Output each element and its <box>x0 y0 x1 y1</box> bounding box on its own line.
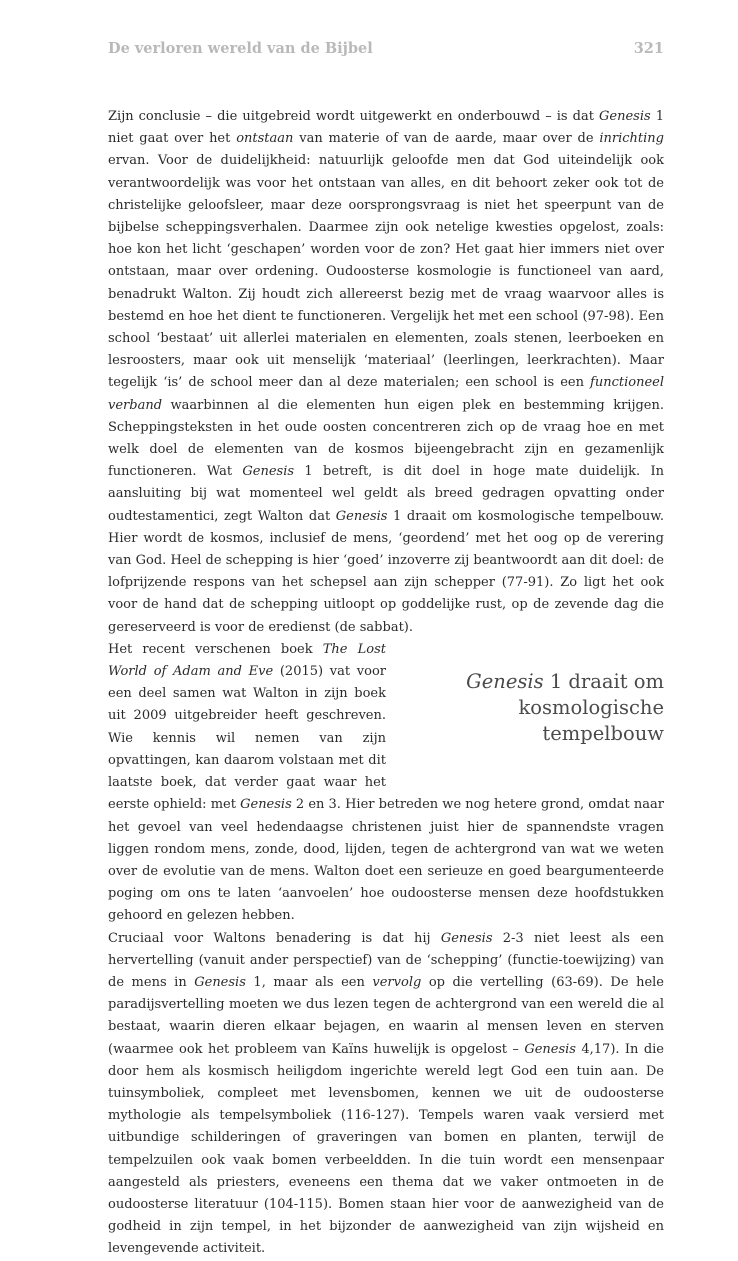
italic-run: ontstaan <box>236 131 294 147</box>
italic-run: inrichting <box>599 131 664 147</box>
italic-run: Genesis <box>599 109 651 124</box>
text-run: 1 draait om kosmologische tempelbouw. Hier wordt de kosmos, inclusief de mens, ‘geordend’ met het oog op de verering van God. Heel de schepping is hier ‘goed’ inzoverre zij beantwoordt aan dit doel: de lofprijzende respons van het schepsel aan zijn schepper (77-91). Zo ligt het ook voor de hand dat de schepping uitloopt op goddelijke rust, op de zevende dag die gereserveerd is voor de eredienst (de sabbat). <box>108 508 664 635</box>
text-run: op die vertelling (63-69). De hele paradijsvertelling moeten we dus lezen tegen de achtergrond van een wereld die al bestaat, waarin dieren elkaar bejagen, en waarin al mensen leven en sterven (waarmee ook het probleem van Kaïns huwelijk is opgelost – <box>108 974 664 1057</box>
pull-quote-line-1 <box>396 669 664 695</box>
italic-run: functioneel verband <box>108 375 664 413</box>
pull-quote <box>396 645 664 779</box>
text-run: 1, maar als een <box>245 974 373 990</box>
pull-quote-rest: 1 draait om <box>543 669 664 693</box>
text-run: (2015) vat voor een deel samen wat Walton in zijn boek uit 2009 uitgebreider heeft geschreven. Wie kennis wil nemen van zijn opvattingen, kan daarom volstaan met dit laatste boek, dat verder gaat waar het eerste ophield: met <box>108 664 387 813</box>
text-run: ervan. Voor de duidelijkheid: natuurlijk geloofde men dat God uiteindelijk ook verantwoordelijk was voor het ontstaan van alles, en dit behoort zeker ook tot de christelijke geloofsleer, maar deze oorsprongsvraag is niet het speerpunt van de bijbelse scheppingsverhalen. Daarmee zijn ook netelige kwesties opgelost, zoals: hoe kon het licht ‘geschapen’ worden voor de zon? Het gaat hier immers niet over ontstaan, maar over ordening. Oudoosterse kosmologie is functioneel van aard, benadrukt Walton. Zij houdt zich allereerst bezig met de vraag waarvoor alles is bestemd en hoe het dient te functioneren. Vergelijk het met een school (97-98). Een school ‘bestaat’ uit allerlei materialen en elementen, zoals stenen, leerboeken en lesroosters, maar ook uit menselijk ‘materiaal’ (leerlingen, leerkrachten). Maar tegelijk ‘is’ de school meer dan al deze materialen; een school is een <box>108 153 664 391</box>
pull-quote-italic: Genesis <box>466 669 544 693</box>
text-run: Zijn conclusie – die uitgebreid wordt uitgewerkt en onderbouwd – is dat <box>108 109 600 124</box>
italic-run: Genesis <box>524 1041 576 1057</box>
text-run: 1 niet gaat over het <box>108 109 665 147</box>
text-run: 2-3 niet leest als een hervertelling (vanuit ander perspectief) van de ‘schepping’ (functie-toewijzing) van de mens in <box>108 930 664 990</box>
italic-run: Genesis <box>335 508 388 524</box>
body-text <box>108 106 664 1261</box>
italic-run: Genesis <box>242 464 295 480</box>
italic-run: Genesis <box>194 974 246 990</box>
italic-run: Genesis <box>240 797 292 813</box>
running-head <box>108 40 664 62</box>
text-run: Cruciaal voor Waltons benadering is dat hij <box>108 930 441 946</box>
paragraph-3 <box>108 928 664 1261</box>
pull-quote-line-2: kosmologische tempelbouw <box>518 695 664 745</box>
paragraph-1 <box>108 106 664 639</box>
page-number: 321 <box>633 40 664 57</box>
italic-run: vervolg <box>372 974 422 990</box>
italic-run: The Lost World of Adam and Eve <box>108 641 386 680</box>
text-run: 4,17). In die door hem als kosmisch heiligdom ingerichte wereld legt God een tuin aan. De tuinsymboliek, compleet met levensbomen, kennen we uit de oudoosterse mythologie als tempelsymboliek (116-127). Tempels waren vaak versierd met uitbundige schilderingen of graveringen van bomen en planten, terwijl de tempelzuilen ook vaak bomen verbeeldden. In die tuin wordt een mensenpaar aangesteld als priesters, eveneens een thema dat we vaker ontmoeten in de oudoosterse literatuur (104-115). Bomen staan hier voor de aanwezigheid van de godheid in zijn tempel, in het bijzonder de aanwezigheid van zijn wijsheid en levengevende activiteit. <box>108 1041 664 1257</box>
italic-run: Genesis <box>440 930 493 946</box>
text-run: waarbinnen al die elementen hun eigen plek en bestemming krijgen. Scheppingsteksten in het oude oosten concentreren zich op de vraag hoe en met welk doel de elementen van de kosmos bijeengebracht zijn en gezamenlijk functioneren. Wat <box>108 397 664 480</box>
text-run: 2 en 3. Hier betreden we nog hetere grond, omdat naar het gevoel van veel hedendaagse christenen juist hier de spannendste vragen liggen rondom mens, zonde, dood, lijden, tegen de achtergrond van wat we weten over de evolutie van de mens. Walton doet een serieuze en goed beargumenteerde poging om ons te laten ‘aanvoelen’ hoe oudoosterse mensen deze hoofdstukken gehoord en gelezen hebben. <box>108 797 664 924</box>
text-run: van materie of van de aarde, maar over de <box>293 131 600 147</box>
running-head-title: De verloren wereld van de Bijbel <box>108 40 373 57</box>
text-run: Het recent verschenen boek <box>108 641 323 657</box>
text-run: 1 betreft, is dit doel in hoge mate duidelijk. In aansluiting bij wat momenteel wel geldt als breed gedragen opvatting onder oudtestamentici, zegt Walton dat <box>108 464 664 524</box>
